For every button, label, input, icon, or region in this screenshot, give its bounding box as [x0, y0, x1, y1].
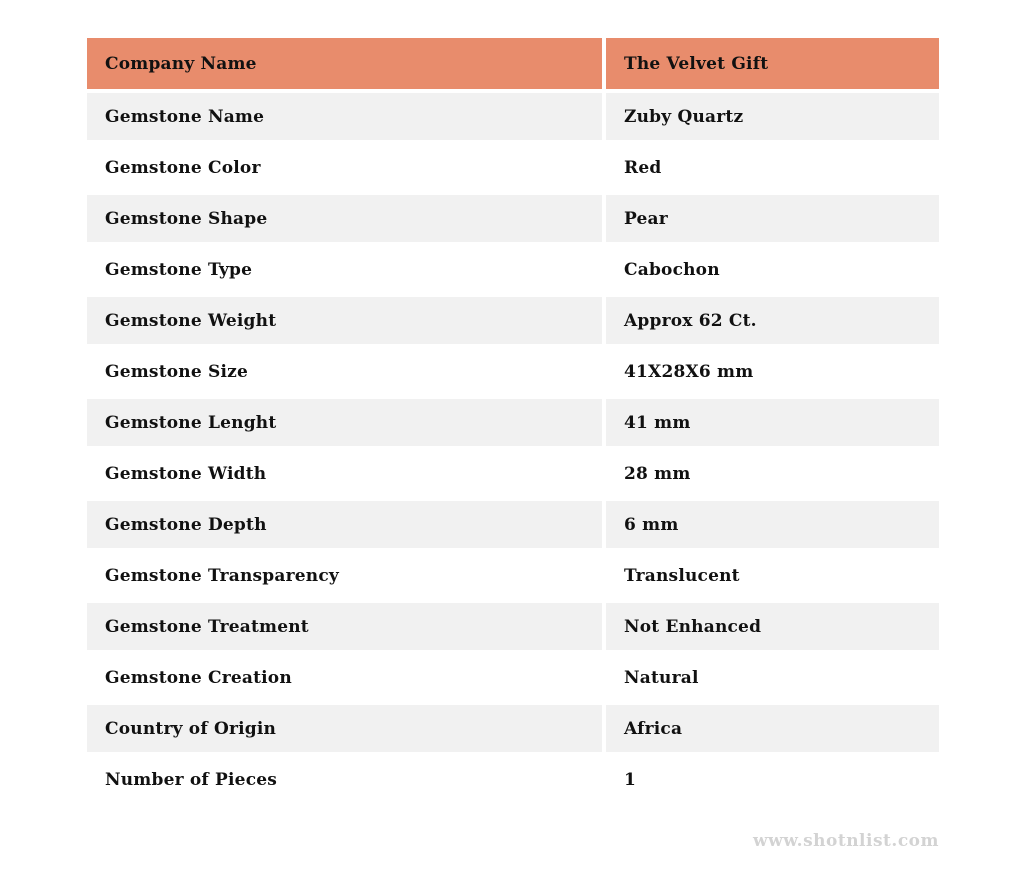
spec-label-cell: Gemstone Type	[87, 246, 602, 293]
table-row	[87, 603, 939, 650]
table-row	[87, 297, 939, 344]
table-row	[87, 93, 939, 140]
spec-label-cell: Gemstone Size	[87, 348, 602, 395]
table-row	[87, 654, 939, 701]
table-row	[87, 195, 939, 242]
spec-value-cell: Natural	[606, 654, 939, 701]
spec-value-cell: Approx 62 Ct.	[606, 297, 939, 344]
table-header-row	[87, 38, 939, 89]
spec-label-cell: Gemstone Lenght	[87, 399, 602, 446]
spec-label-cell: Gemstone Weight	[87, 297, 602, 344]
spec-label-cell: Number of Pieces	[87, 756, 602, 803]
table-row	[87, 144, 939, 191]
spec-value-cell: Translucent	[606, 552, 939, 599]
spec-label-cell: Gemstone Width	[87, 450, 602, 497]
table-row	[87, 501, 939, 548]
table-row	[87, 348, 939, 395]
spec-value-cell: 28 mm	[606, 450, 939, 497]
watermark-text: www.shotnlist.com	[752, 831, 939, 851]
spec-label-cell: Gemstone Color	[87, 144, 602, 191]
table-row	[87, 552, 939, 599]
spec-value-cell: 41 mm	[606, 399, 939, 446]
spec-value-cell: Zuby Quartz	[606, 93, 939, 140]
header-value-cell: The Velvet Gift	[606, 38, 939, 89]
header-label-cell: Company Name	[87, 38, 602, 89]
table-row	[87, 705, 939, 752]
spec-value-cell: 41X28X6 mm	[606, 348, 939, 395]
spec-label-cell: Gemstone Creation	[87, 654, 602, 701]
spec-value-cell: Cabochon	[606, 246, 939, 293]
spec-value-cell: 1	[606, 756, 939, 803]
table-row	[87, 756, 939, 803]
spec-value-cell: Africa	[606, 705, 939, 752]
spec-label-cell: Gemstone Depth	[87, 501, 602, 548]
spec-value-cell: 6 mm	[606, 501, 939, 548]
table-row	[87, 399, 939, 446]
spec-value-cell: Red	[606, 144, 939, 191]
spec-label-cell: Gemstone Transparency	[87, 552, 602, 599]
spec-label-cell: Gemstone Shape	[87, 195, 602, 242]
table-row	[87, 450, 939, 497]
spec-label-cell: Gemstone Treatment	[87, 603, 602, 650]
spec-value-cell: Pear	[606, 195, 939, 242]
spec-value-cell: Not Enhanced	[606, 603, 939, 650]
spec-label-cell: Gemstone Name	[87, 93, 602, 140]
table-row	[87, 246, 939, 293]
spec-label-cell: Country of Origin	[87, 705, 602, 752]
table-body	[87, 93, 939, 803]
gemstone-spec-table	[87, 38, 939, 807]
